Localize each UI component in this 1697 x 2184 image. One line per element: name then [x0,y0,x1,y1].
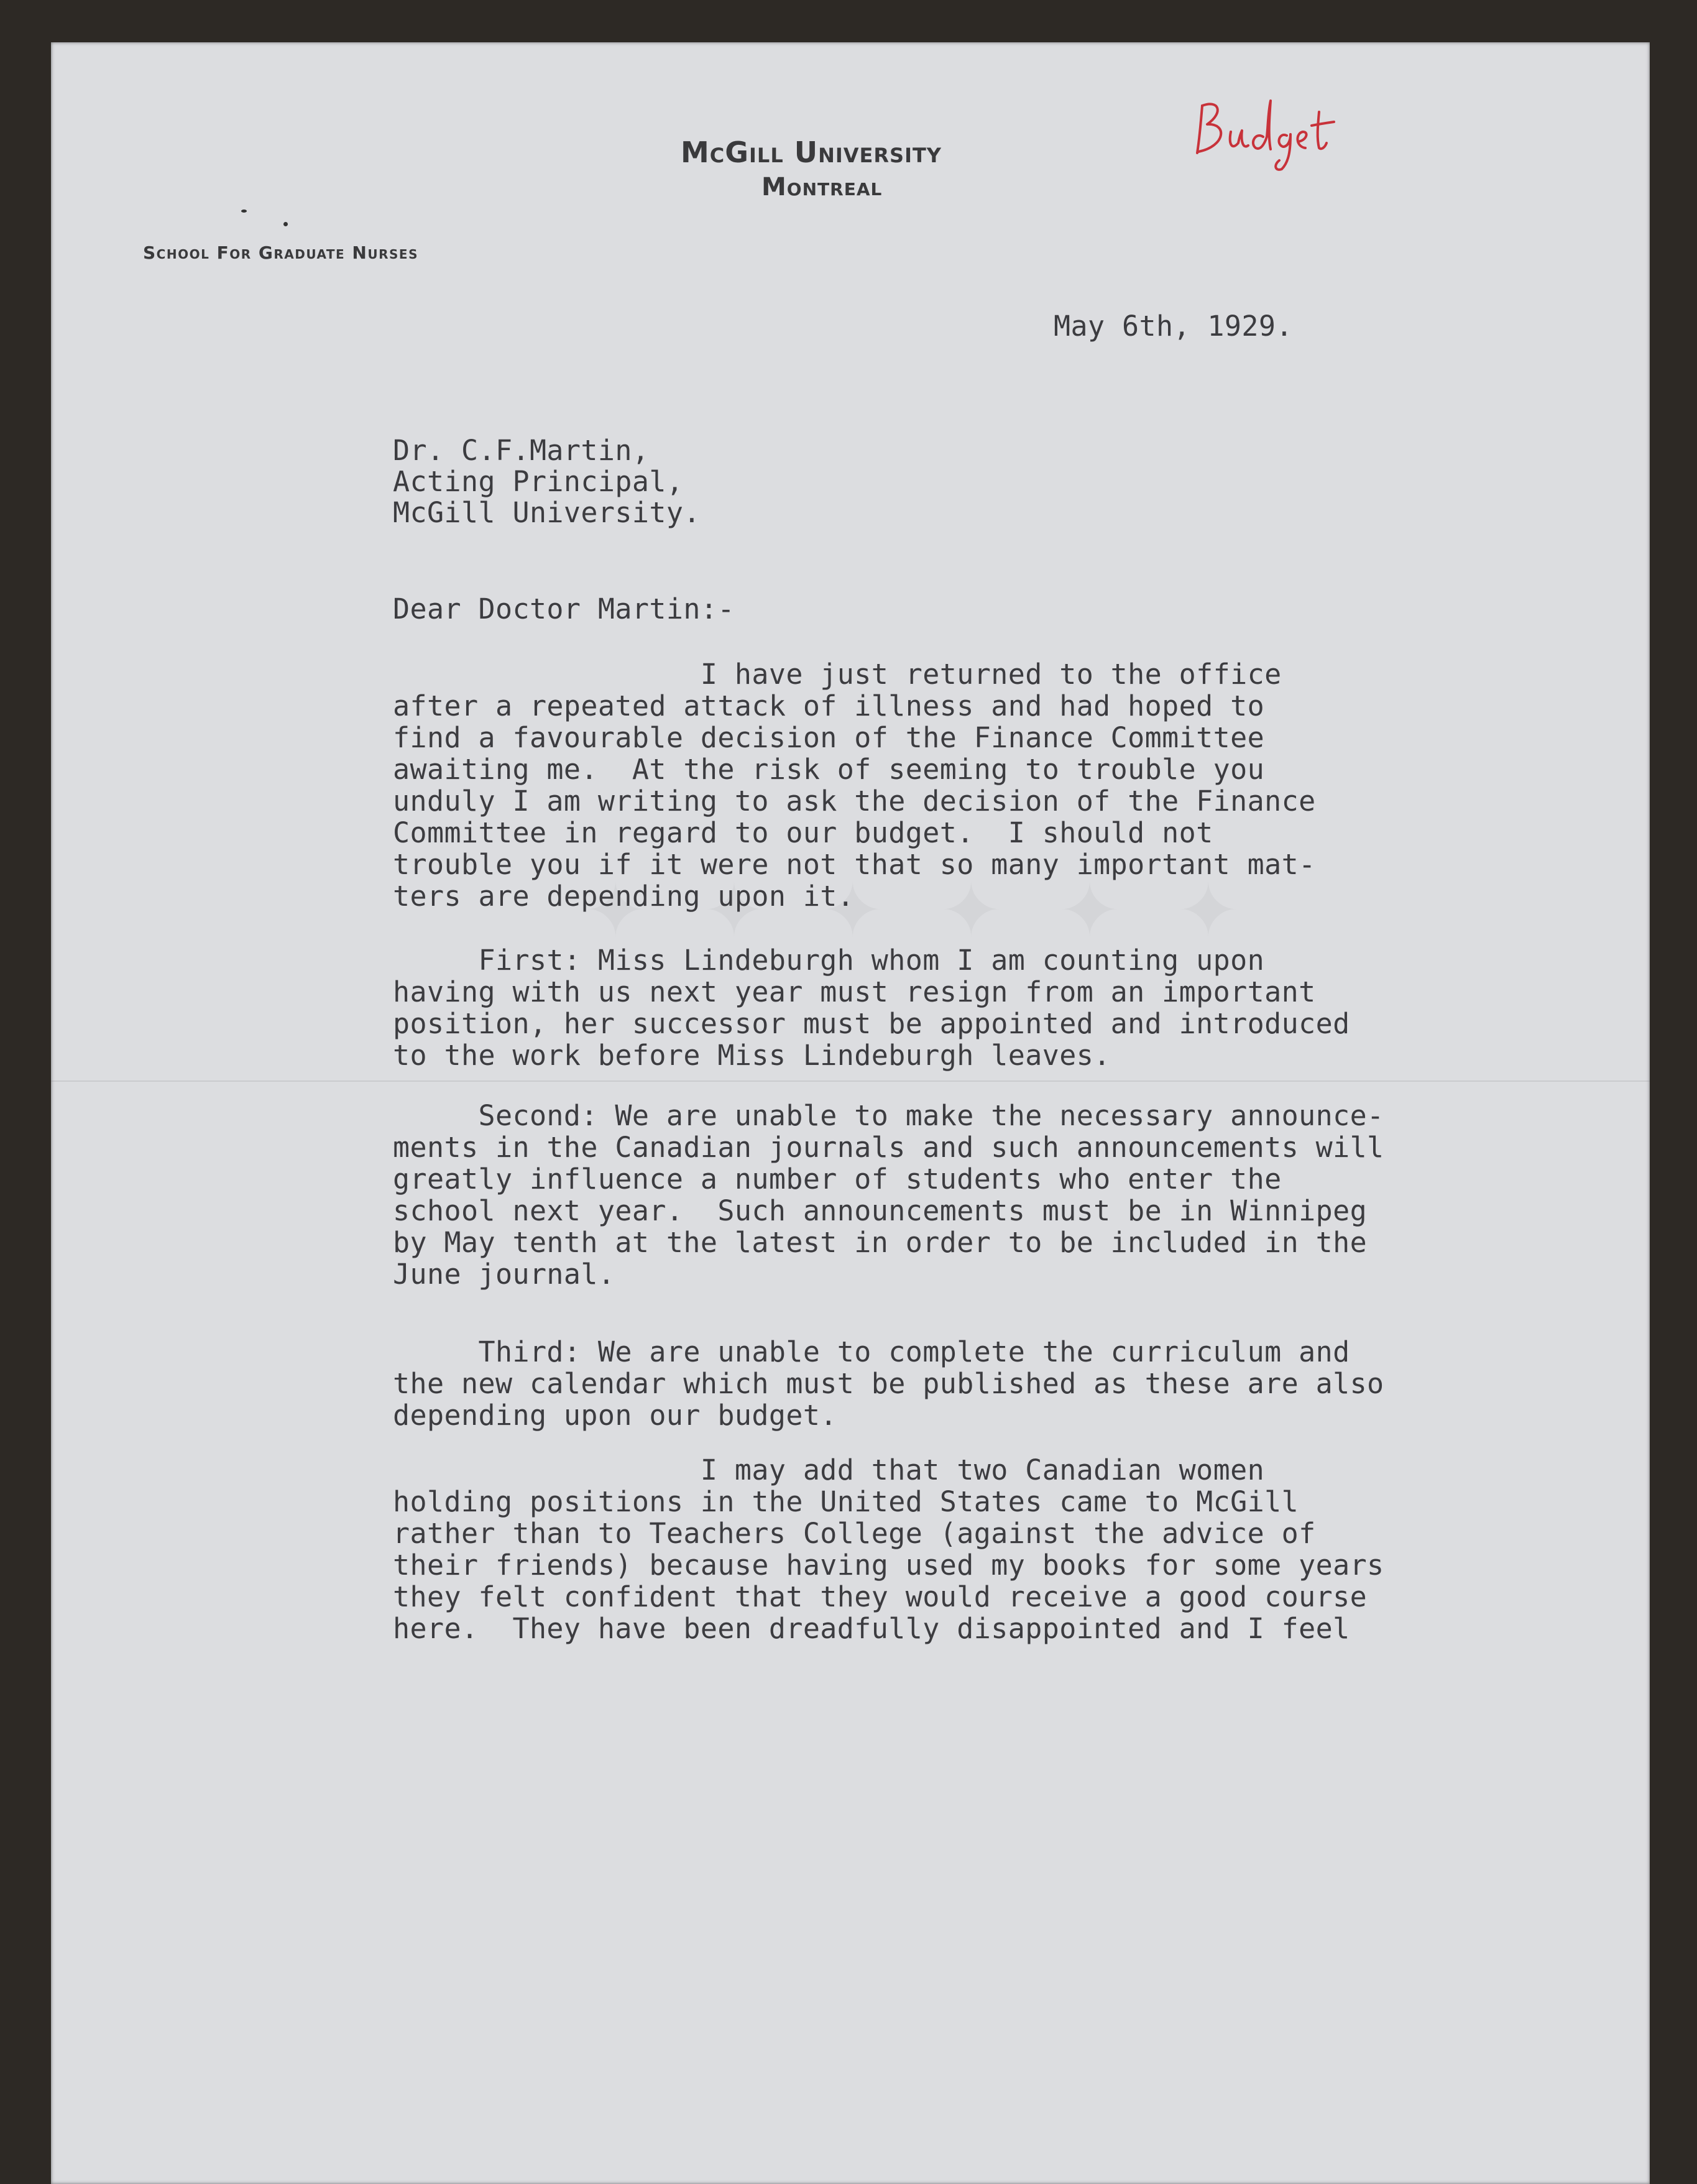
letter-line: greatly influence a number of students who enter the [393,1163,1282,1196]
letter-line: they felt confident that they would receive a good course [393,1580,1368,1613]
letter-line: trouble you if it were not that so many important mat- [393,848,1316,881]
letterhead-city: Montreal [761,173,883,201]
recipient-title: Acting Principal, [393,465,684,498]
letter-line: here. They have been dreadfully disappointed and I feel [393,1612,1350,1645]
letter-line: awaiting me. At the risk of seeming to trouble you [393,753,1265,786]
letter-date: May 6th, 1929. [1054,310,1293,343]
letter-line: their friends) because having used my books for some years [393,1549,1384,1582]
letter-line: after a repeated attack of illness and had hoped to [393,689,1265,722]
letter-line: having with us next year must resign from an important [393,975,1316,1008]
handwritten-budget-annotation [1193,93,1343,174]
recipient-institution: McGill University. [393,496,701,529]
letter-line: position, her successor must be appointed and introduced [393,1007,1350,1040]
salutation: Dear Doctor Martin:- [393,592,735,625]
letter-line: I may add that two Canadian women [393,1454,1265,1486]
letterhead-school: School For Graduate Nurses [143,242,418,263]
letter-line: by May tenth at the latest in order to be included in the [393,1226,1368,1259]
letter-line: holding positions in the United States came to McGill [393,1485,1299,1518]
recipient-name: Dr. C.F.Martin, [393,434,650,467]
letter-line: June journal. [393,1258,615,1291]
letter-line: school next year. Such announcements must be in Winnipeg [393,1194,1368,1227]
letter-line: to the work before Miss Lindeburgh leaves. [393,1039,1111,1072]
letter-line: rather than to Teachers College (against the advice of [393,1517,1316,1550]
ink-speck [241,210,247,213]
letter-line: the new calendar which must be published as these are also [393,1367,1384,1400]
paper-fold-line [51,1080,1650,1082]
letter-line: find a favourable decision of the Finance Committee [393,721,1265,754]
letter-line: ments in the Canadian journals and such announcements will [393,1131,1384,1164]
letter-line: depending upon our budget. [393,1399,837,1432]
letter-line: unduly I am writing to ask the decision of the Finance [393,785,1316,818]
letterhead-university: McGill University [681,136,942,169]
letter-line: I have just returned to the office [393,658,1282,691]
ink-speck [283,222,288,226]
letter-line: Third: We are unable to complete the curriculum and [393,1335,1350,1368]
letter-line: Second: We are unable to make the necessary announce- [393,1099,1384,1132]
letter-line: ters are depending upon it. [393,880,855,913]
letter-line: First: Miss Lindeburgh whom I am counting upon [393,944,1265,977]
letter-line: Committee in regard to our budget. I should not [393,816,1213,849]
